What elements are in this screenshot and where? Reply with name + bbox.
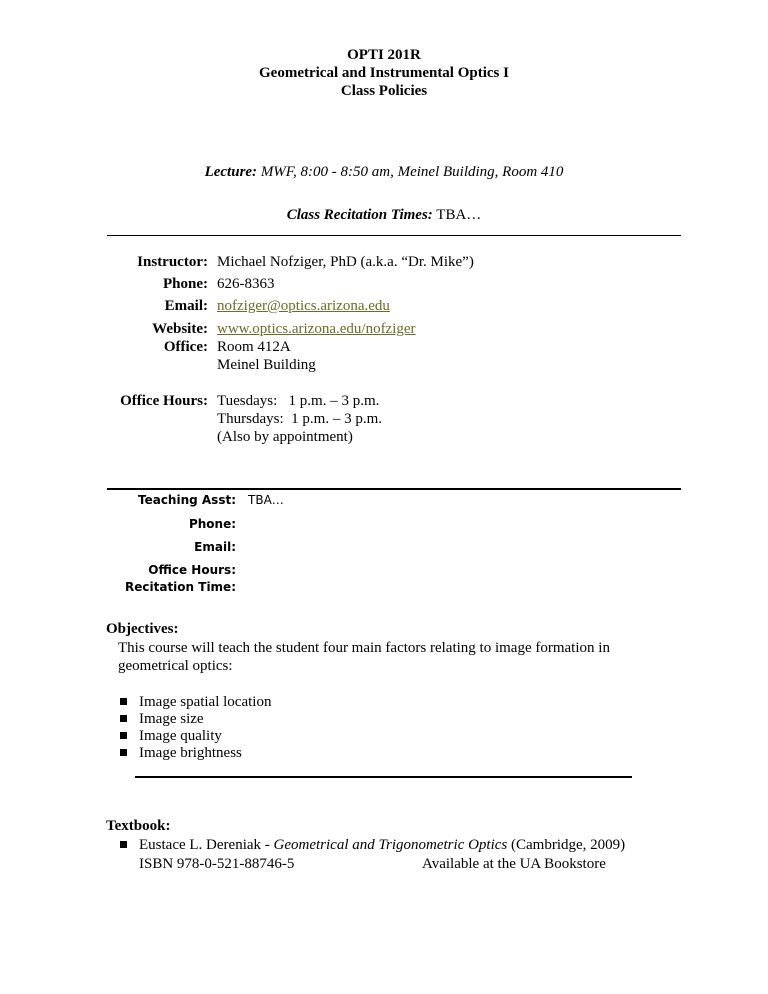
divider-objectives [135,776,632,778]
recitation-value: TBA… [436,207,482,223]
bullet-icon [120,841,127,848]
bullet-icon [120,732,127,739]
textbook-heading: Textbook: [106,818,171,834]
recitation-line [0,207,768,224]
course-number: OPTI 201R [347,47,421,63]
lecture-line [0,164,768,181]
instructor-label: Instructor: [137,254,208,270]
bullet-icon [120,698,127,705]
office-building: Meinel Building [217,357,316,373]
office-room: Room 412A [217,339,291,355]
email-link[interactable]: nofziger@optics.arizona.edu [217,298,390,314]
objectives-heading: Objectives: [106,621,179,637]
ta-recitation-label: Recitation Time: [125,580,236,594]
ta-name: TBA… [248,493,284,507]
ta-email-label: Email: [194,540,236,554]
office-hours-thursday: Thursdays: 1 p.m. – 3 p.m. [217,411,382,427]
lecture-value: MWF, 8:00 - 8:50 am, Meinel Building, Room 410 [260,164,564,180]
bullet-icon [120,715,127,722]
divider-ta [107,488,681,490]
office-label: Office: [163,339,208,355]
website-link[interactable]: www.optics.arizona.edu/nofziger [217,321,416,337]
office-hours-tuesday: Tuesdays: 1 p.m. – 3 p.m. [217,393,380,409]
textbook-author: Eustace L. Dereniak - [139,837,274,853]
bullet-icon [120,749,127,756]
phone-value: 626-8363 [217,276,275,292]
ta-office-hours-label: Office Hours: [148,563,236,577]
office-hours-label: Office Hours: [120,393,208,409]
objectives-intro-line1: This course will teach the student four main factors relating to image formation in [118,640,610,656]
document-subtitle: Class Policies [340,83,428,99]
divider-top [107,235,681,236]
instructor-name: Michael Nofziger, PhD (a.k.a. “Dr. Mike”) [217,254,474,270]
email-label: Email: [164,298,208,314]
textbook-isbn: ISBN 978-0-521-88746-5 [139,856,295,872]
course-title: Geometrical and Instrumental Optics I [259,65,509,81]
recitation-label: Class Recitation Times: [286,207,433,223]
textbook-availability: Available at the UA Bookstore [422,856,606,872]
ta-label: Teaching Asst: [137,493,236,507]
textbook-publisher: (Cambridge, 2009) [507,837,626,853]
website-label: Website: [152,321,208,337]
lecture-label: Lecture: [204,164,258,180]
ta-phone-label: Phone: [188,517,236,531]
objectives-intro-line2: geometrical optics: [118,658,233,674]
office-hours-appointment: (Also by appointment) [217,429,353,445]
textbook-title: Geometrical and Trigonometric Optics [273,837,508,853]
phone-label: Phone: [163,276,208,292]
